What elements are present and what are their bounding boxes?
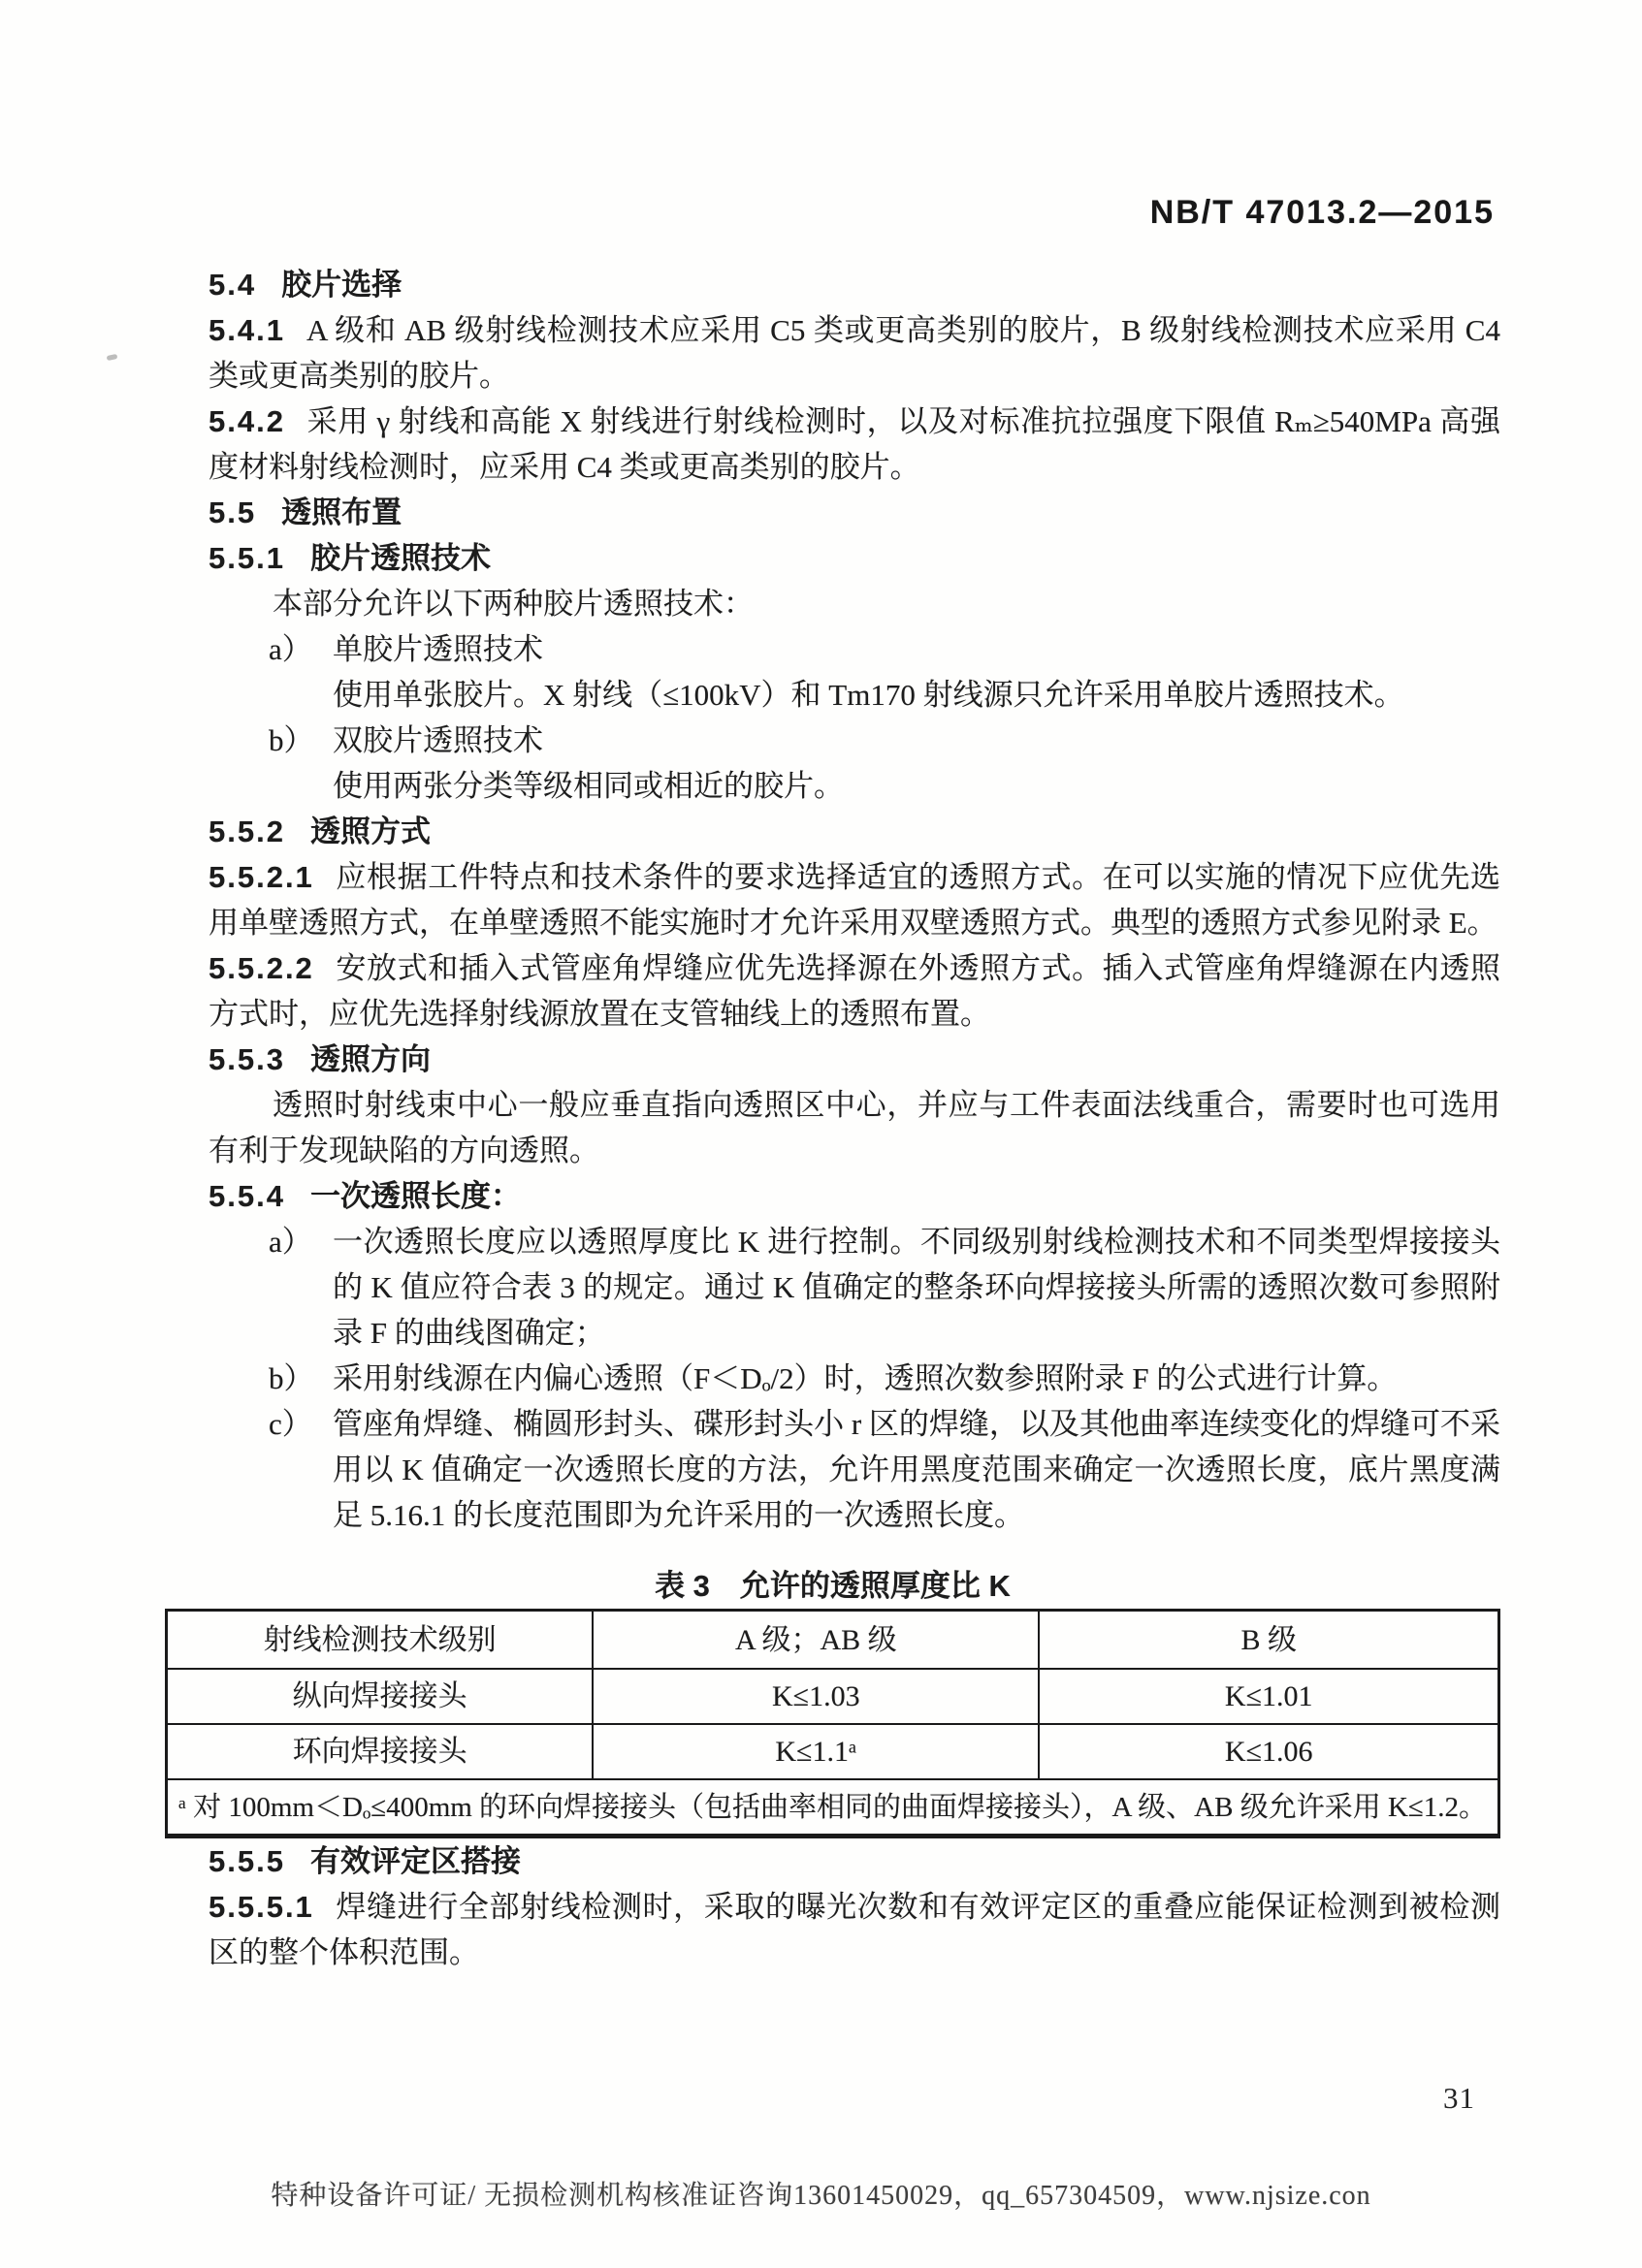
section-title: 一次透照长度： [309,1179,521,1213]
list-item-a-film-detail: 使用单张胶片。X 射线（≤100kV）和 Tm170 射线源只允许采用单胶片透照技术。 [333,678,1404,712]
scan-speck [107,354,118,361]
clause-number: 5.5.2.1 [209,860,314,894]
section-heading-5-4 [209,262,1500,307]
clause-5-5-2-1 [209,854,1500,945]
table3-header-cell: 射线检测技术级别 [167,1611,594,1670]
clause-text: 安放式和插入式管座角焊缝应优先选择源在外透照方式。插入式管座角焊缝源在内透照方式时，应优先选择射线源放置在支管轴线上的透照布置。 [209,951,1500,1031]
clause-5-5-5-1 [209,1884,1500,1975]
section-title: 透照方向 [309,1042,431,1076]
list-item-b-film-detail: 使用两张分类等级相同或相近的胶片。 [333,769,844,803]
table3-footnote: ᵃ 对 100mm＜Dₒ≤400mm 的环向焊接接头（包括曲率相同的曲面焊接接头），A 级、AB 级允许采用 K≤1.2。 [167,1779,1499,1837]
standard-code-header: NB/T 47013.2—2015 [1149,194,1495,231]
table3-cell: 环向焊接接头 [167,1724,594,1779]
section-number: 5.5.4 [209,1179,285,1213]
section-title: 透照布置 [281,495,402,529]
table3-header-cell: A 级；AB 级 [593,1611,1039,1670]
list-item-text: 双胶片透照技术 [333,723,543,757]
section-title: 胶片选择 [281,268,402,302]
section-heading-5-5-1 [209,535,1500,581]
clause-text: 应根据工件特点和技术条件的要求选择适宜的透照方式。在可以实施的情况下应优先选用单壁透照方式，在单壁透照不能实施时才允许采用双壁透照方式。典型的透照方式参见附录 E。 [209,860,1500,940]
section-number: 5.5 [209,495,257,529]
table3-cell: 纵向焊接接头 [167,1669,594,1724]
table-row [167,1724,1499,1779]
list-item-text: 采用射线源在内偏心透照（F＜Dₒ/2）时，透照次数参照附录 F 的公式进行计算。 [333,1361,1398,1395]
clause-text: 焊缝进行全部射线检测时，采取的曝光次数和有效评定区的重叠应能保证检测到被检测区的整个体积范围。 [209,1890,1500,1969]
list-item-c-length [209,1401,1500,1538]
section-heading-5-5-3 [209,1037,1500,1082]
clause-number: 5.5.2.2 [209,951,314,985]
clause-text: A 级和 AB 级射线检测技术应采用 C5 类或更高类别的胶片，B 级射线检测技术应采用 C4 类或更高类别的胶片。 [209,313,1500,393]
list-item-a-film [209,626,1500,672]
section-heading-5-5-5 [209,1838,1500,1884]
clause-number: 5.4.2 [209,404,285,438]
table3-cell: K≤1.06 [1039,1724,1498,1779]
clause-number: 5.5.5.1 [209,1890,314,1924]
list-marker: a） [269,632,312,666]
footer-watermark: 特种设备许可证/ 无损检测机构核准证咨询13601450029，qq_657304509，www.njsize.con [271,2181,1371,2211]
paragraph-553: 透照时射线束中心一般应垂直指向透照区中心，并应与工件表面法线重合，需要时也可选用有利于发现缺陷的方向透照。 [209,1088,1500,1167]
section-number: 5.5.1 [209,541,285,575]
table3-footnote-row [167,1779,1499,1837]
section-title: 胶片透照技术 [309,541,491,575]
clause-5-5-2-2 [209,945,1500,1037]
section-heading-5-5-4 [209,1173,1500,1219]
paragraph-551-intro: 本部分允许以下两种胶片透照技术： [273,587,754,621]
table3-cell: K≤1.03 [593,1669,1039,1724]
section-heading-5-5-2 [209,809,1500,854]
clause-5-4-2 [209,399,1500,490]
document-body [177,262,1500,1975]
page-number: 31 [1443,2081,1475,2115]
list-item-text: 管座角焊缝、椭圆形封头、碟形封头小 r 区的焊缝，以及其他曲率连续变化的焊缝可不采用以 K 值确定一次透照长度的方法，允许用黑度范围来确定一次透照长度，底片黑度满足 5.16.1 的长度范围即为允许采用的一次透照长度。 [333,1407,1500,1532]
list-item-a-length [209,1219,1500,1356]
table3 [165,1609,1500,1838]
clause-number: 5.4.1 [209,313,285,347]
list-item-b-film [209,718,1500,763]
clause-5-4-1 [209,307,1500,399]
list-marker: a） [269,1225,312,1259]
section-number: 5.4 [209,268,257,302]
list-item-text: 一次透照长度应以透照厚度比 K 进行控制。不同级别射线检测技术和不同类型焊接接头的 K 值应符合表 3 的规定。通过 K 值确定的整条环向焊接接头所需的透照次数可参照附录 F 的曲线图确定； [333,1225,1500,1350]
list-marker: c） [269,1407,312,1441]
clause-text: 采用 γ 射线和高能 X 射线进行射线检测时，以及对标准抗拉强度下限值 Rₘ≥540MPa 高强度材料射线检测时，应采用 C4 类或更高类别的胶片。 [209,404,1500,484]
table3-header-cell: B 级 [1039,1611,1498,1670]
section-heading-5-5 [209,490,1500,535]
table3-header-row [167,1611,1499,1670]
list-marker: b） [269,1361,314,1395]
section-number: 5.5.5 [209,1844,285,1878]
list-item-text: 单胶片透照技术 [333,632,543,666]
section-number: 5.5.2 [209,815,285,848]
list-item-b-length [209,1356,1500,1401]
table3-caption: 表 3 允许的透照厚度比 K [655,1569,1011,1603]
table-row [167,1669,1499,1724]
list-marker: b） [269,723,314,757]
section-title: 透照方式 [309,815,431,848]
table3-block [165,1563,1500,1838]
table3-cell: K≤1.1ᵃ [593,1724,1039,1779]
section-number: 5.5.3 [209,1042,285,1076]
section-title: 有效评定区搭接 [309,1844,521,1878]
table3-cell: K≤1.01 [1039,1669,1498,1724]
